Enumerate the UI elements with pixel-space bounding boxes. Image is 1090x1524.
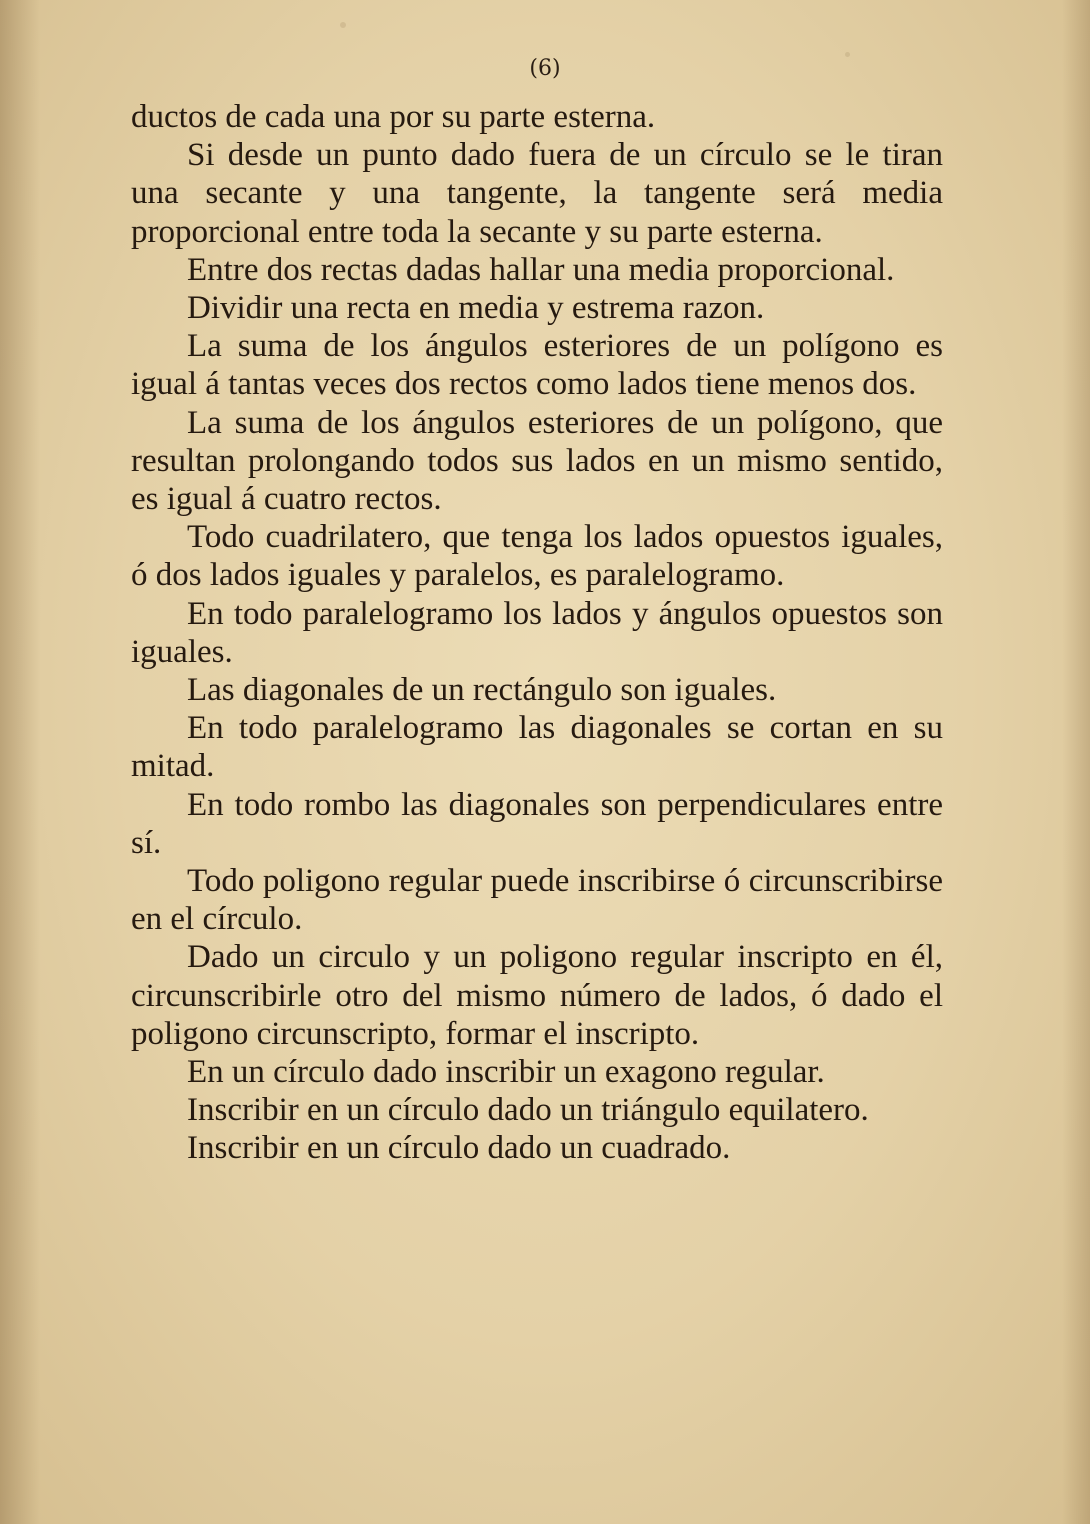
paragraph: La suma de los ángulos esteriores de un polígono, que resultan prolongando todos sus lados en un mismo sentido, es igual á cuatro rectos. — [131, 404, 943, 518]
paragraph: En todo rombo las diagonales son perpendiculares entre sí. — [131, 786, 943, 861]
paragraph: Dividir una recta en media y estrema razon. — [187, 290, 765, 327]
paragraph: ductos de cada una por su parte esterna. — [131, 99, 656, 135]
page-gutter-shadow — [0, 0, 40, 1524]
paragraph: Entre dos rectas dadas hallar una media proporcional. — [187, 251, 895, 288]
paragraph: Inscribir en un círculo dado un triángulo equilatero. — [187, 1092, 869, 1129]
page-edge-shadow — [1062, 0, 1090, 1524]
paragraph: En un círculo dado inscribir un exagono regular. — [187, 1054, 825, 1091]
body-text — [131, 98, 943, 1168]
paragraph: Todo poligono regular puede inscribirse ó circunscribirse en el círculo. — [131, 863, 943, 938]
paragraph: En todo paralelogramo las diagonales se cortan en su mitad. — [131, 710, 943, 785]
page-number: (6) — [529, 56, 561, 81]
paper-spot — [340, 22, 346, 28]
paragraph: En todo paralelogramo los lados y ángulos opuestos son iguales. — [131, 595, 943, 670]
paragraph: Si desde un punto dado fuera de un círculo se le tiran una secante y una tangente, la tangente será media proporcional entre toda la secante y su parte esterna. — [131, 137, 943, 250]
paragraph: Todo cuadrilatero, que tenga los lados opuestos iguales, ó dos lados iguales y paralelos, es paralelogramo. — [131, 519, 943, 594]
paragraph: Las diagonales de un rectángulo son iguales. — [187, 672, 777, 709]
paragraph: La suma de los ángulos esteriores de un polígono es igual á tantas veces dos rectos como lados tiene menos dos. — [131, 328, 943, 403]
paragraph: Dado un circulo y un poligono regular inscripto en él, circunscribirle otro del mismo número de lados, ó dado el poligono circunscripto, formar el inscripto. — [131, 939, 943, 1052]
paragraph: Inscribir en un círculo dado un cuadrado. — [187, 1130, 731, 1167]
